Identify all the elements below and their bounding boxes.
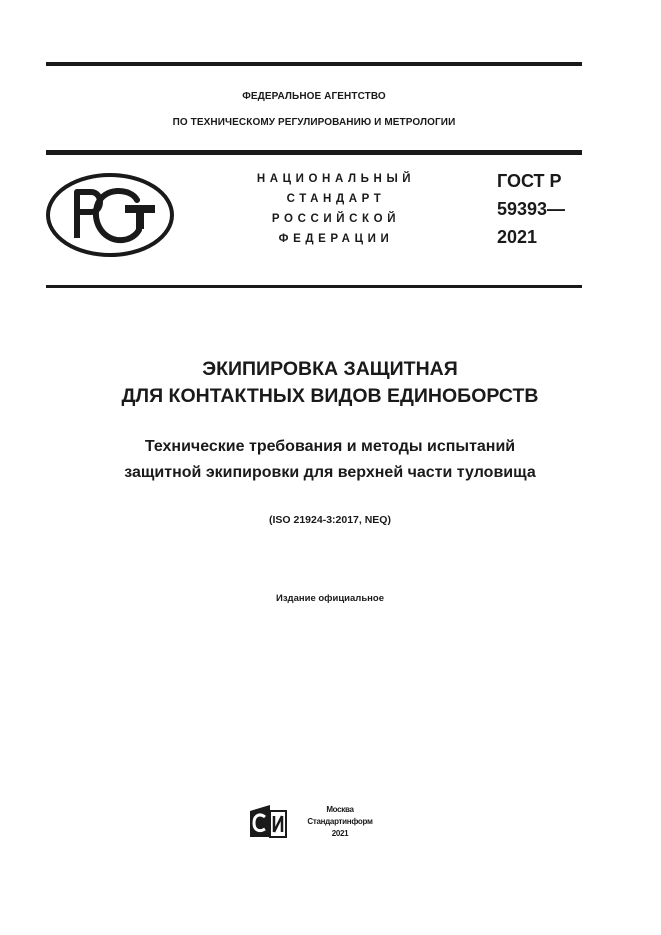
document-subtitle-line1: Технические требования и методы испытаний <box>144 438 516 455</box>
agency-name-line2: ПО ТЕХНИЧЕСКОМУ РЕГУЛИРОВАНИЮ И МЕТРОЛОГИИ <box>172 117 456 128</box>
document-title-line2: ДЛЯ КОНТАКТНЫХ ВИДОВ ЕДИНОБОРСТВ <box>121 385 539 407</box>
publisher-city: Москва <box>326 805 354 814</box>
document-title-line1: ЭКИПИРОВКА ЗАЩИТНАЯ <box>202 358 458 380</box>
publisher-year: 2021 <box>331 829 349 838</box>
agency-name-line1: ФЕДЕРАЛЬНОЕ АГЕНТСТВО <box>242 91 386 102</box>
emblem-rule <box>46 285 582 288</box>
rst-emblem-icon <box>45 172 175 258</box>
publisher-name: Стандартинформ <box>307 817 373 826</box>
standartinform-logo-icon <box>248 803 288 839</box>
top-rule <box>46 62 582 66</box>
designation-line2: 59393— <box>497 199 566 219</box>
designation-line3: 2021 <box>497 227 538 247</box>
document-subtitle-line2: защитной экипировки для верхней части туловища <box>124 464 536 481</box>
header-rule <box>46 150 582 155</box>
edition-note: Издание официальное <box>276 593 384 604</box>
standard-kind-line1: НАЦИОНАЛЬНЫЙ <box>256 173 416 185</box>
iso-reference: (ISO 21924-3:2017, NEQ) <box>269 514 391 526</box>
standard-kind-line4: ФЕДЕРАЦИИ <box>278 233 394 245</box>
standard-kind-line2: СТАНДАРТ <box>286 193 386 205</box>
standard-kind-line3: РОССИЙСКОЙ <box>271 213 401 225</box>
designation-line1: ГОСТ Р <box>497 171 562 191</box>
